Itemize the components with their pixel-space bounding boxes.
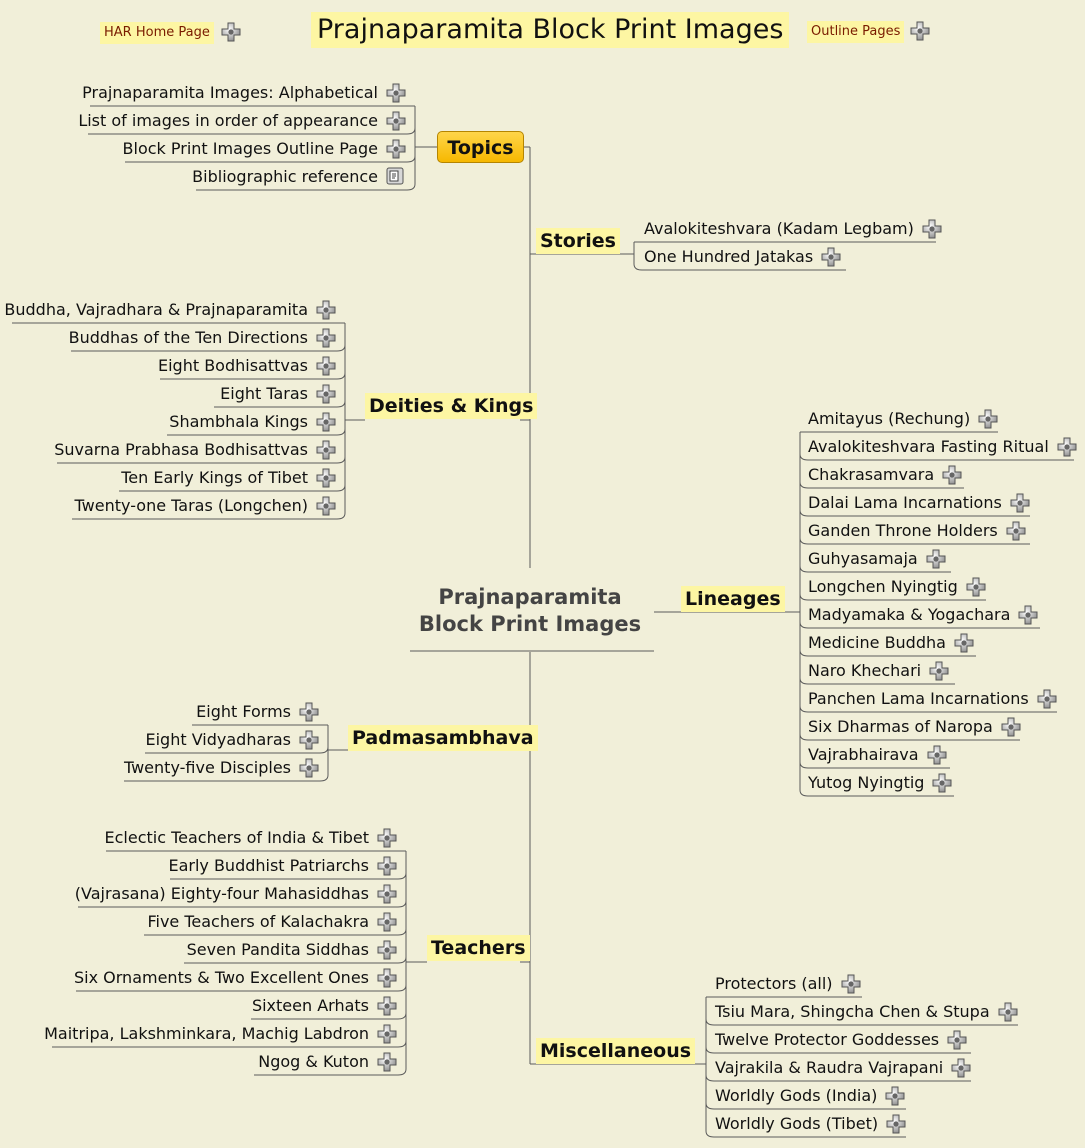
connector-line xyxy=(634,242,642,270)
topic-leaf-label: Suvarna Prabhasa Bodhisattvas xyxy=(54,440,308,459)
branch-teachers[interactable]: Teachers xyxy=(427,935,530,961)
branch-padmasambhava[interactable]: Padmasambhava xyxy=(348,725,538,751)
plus-link-icon[interactable] xyxy=(1018,605,1038,625)
plus-link-icon[interactable] xyxy=(299,730,319,750)
plus-link-icon[interactable] xyxy=(377,1024,397,1044)
note-icon[interactable] xyxy=(386,167,406,187)
branch-lineages[interactable]: Lineages xyxy=(681,586,785,612)
topic-leaf-label: Shambhala Kings xyxy=(169,412,308,431)
branch-topics[interactable]: Topics xyxy=(437,131,524,163)
connector-line xyxy=(706,1019,714,1025)
plus-link-icon[interactable] xyxy=(922,219,942,239)
topic-leaf[interactable] xyxy=(808,437,1077,457)
plus-link-icon[interactable] xyxy=(947,1030,967,1050)
topic-leaf[interactable] xyxy=(808,605,1038,625)
topic-leaf-label: Eight Bodhisattvas xyxy=(157,356,308,375)
plus-link-icon[interactable] xyxy=(910,21,930,41)
connector-line xyxy=(800,650,808,656)
topic-leaf-label: Medicine Buddha xyxy=(808,633,946,652)
plus-link-icon[interactable] xyxy=(927,745,947,765)
connector-line xyxy=(706,997,714,1137)
topic-leaf[interactable] xyxy=(4,300,336,320)
connector-line xyxy=(337,373,345,379)
plus-link-icon[interactable] xyxy=(386,83,406,103)
plus-link-icon[interactable] xyxy=(316,496,336,516)
connector-line xyxy=(398,929,406,935)
connector-line xyxy=(398,901,406,907)
topic-leaf[interactable] xyxy=(808,409,998,429)
central-topic xyxy=(410,584,650,638)
topic-leaf[interactable] xyxy=(808,689,1057,709)
topic-leaf[interactable] xyxy=(808,661,949,681)
connector-line xyxy=(800,566,808,572)
connector-line xyxy=(706,1075,714,1081)
connector-line xyxy=(398,985,406,991)
connector-line xyxy=(337,323,345,519)
topic-leaf-label: Twenty-five Disciples xyxy=(123,758,291,777)
topic-leaf[interactable] xyxy=(158,356,336,376)
plus-link-icon[interactable] xyxy=(377,828,397,848)
plus-link-icon[interactable] xyxy=(316,440,336,460)
topic-leaf-label: Vajrabhairava xyxy=(808,745,919,764)
topic-leaf[interactable] xyxy=(808,773,952,793)
plus-link-icon[interactable] xyxy=(886,1114,906,1134)
topic-leaf-label: Tsiu Mara, Shingcha Chen & Stupa xyxy=(715,1002,990,1021)
topic-leaf[interactable] xyxy=(644,247,841,267)
page-title: Prajnaparamita Block Print Images xyxy=(311,12,789,48)
plus-link-icon[interactable] xyxy=(932,773,952,793)
connector-line xyxy=(320,747,328,753)
central-topic-line1: Prajnaparamita xyxy=(438,585,622,609)
central-topic-line2: Block Print Images xyxy=(418,612,642,636)
topic-leaf[interactable] xyxy=(808,493,1030,513)
topic-leaf-label: Maitripa, Lakshminkara, Machig Labdron xyxy=(44,1024,369,1043)
connector-line xyxy=(398,957,406,963)
topic-leaf-label: Ten Early Kings of Tibet xyxy=(121,468,308,487)
topic-leaf[interactable] xyxy=(54,440,336,460)
connector-line xyxy=(800,678,808,684)
topic-leaf-label: Eight Taras xyxy=(220,384,308,403)
topic-leaf[interactable] xyxy=(192,167,406,187)
topic-leaf[interactable] xyxy=(196,702,319,722)
topic-leaf[interactable] xyxy=(124,758,319,778)
branch-stories[interactable]: Stories xyxy=(536,228,620,254)
connector-line xyxy=(337,485,345,491)
connector-line xyxy=(800,706,808,712)
topic-leaf-label: Ganden Throne Holders xyxy=(808,521,998,540)
topic-leaf-label: Eight Forms xyxy=(196,702,291,721)
plus-link-icon[interactable] xyxy=(951,1058,971,1078)
topic-leaf-label: Early Buddhist Patriarchs xyxy=(168,856,369,875)
topic-leaf-label: Guhyasamaja xyxy=(808,549,918,568)
topic-leaf-label: List of images in order of appearance xyxy=(78,111,378,130)
topic-leaf[interactable] xyxy=(123,139,406,159)
plus-link-icon[interactable] xyxy=(316,468,336,488)
connector-line xyxy=(800,594,808,600)
topic-leaf[interactable] xyxy=(82,83,406,103)
topic-leaf-label: Protectors (all) xyxy=(715,974,833,993)
plus-link-icon[interactable] xyxy=(299,702,319,722)
plus-link-icon[interactable] xyxy=(316,356,336,376)
topic-leaf[interactable] xyxy=(147,912,397,932)
topic-leaf-label: One Hundred Jatakas xyxy=(644,247,814,266)
topic-leaf-label: Panchen Lama Incarnations xyxy=(808,689,1029,708)
topic-leaf[interactable] xyxy=(808,717,1021,737)
topic-leaf[interactable] xyxy=(808,465,962,485)
topic-leaf-label: Sixteen Arhats xyxy=(251,996,369,1015)
topic-leaf[interactable] xyxy=(808,577,986,597)
topic-leaf[interactable] xyxy=(715,1002,1018,1022)
connector-line xyxy=(337,345,345,351)
topic-leaf[interactable] xyxy=(69,328,336,348)
topic-leaf-label: (Vajrasana) Eighty-four Mahasiddhas xyxy=(74,884,369,903)
plus-link-icon[interactable] xyxy=(1006,521,1026,541)
connector-line xyxy=(706,1047,714,1053)
connector-line xyxy=(398,1013,406,1019)
topic-leaf[interactable] xyxy=(44,1024,397,1044)
topic-leaf-label: Eclectic Teachers of India & Tibet xyxy=(104,828,369,847)
topic-leaf[interactable] xyxy=(169,412,336,432)
topic-leaf[interactable] xyxy=(715,1058,971,1078)
topic-leaf-label: Chakrasamvara xyxy=(808,465,935,484)
connector-line xyxy=(800,734,808,740)
branch-miscellaneous[interactable]: Miscellaneous xyxy=(536,1038,695,1064)
connector-line xyxy=(337,429,345,435)
plus-link-icon[interactable] xyxy=(299,758,319,778)
plus-link-icon[interactable] xyxy=(316,328,336,348)
topic-leaf[interactable] xyxy=(715,1030,967,1050)
plus-link-icon[interactable] xyxy=(1010,493,1030,513)
topic-leaf-label: Twelve Protector Goddesses xyxy=(715,1030,940,1049)
topic-leaf[interactable] xyxy=(808,745,947,765)
plus-link-icon[interactable] xyxy=(885,1086,905,1106)
topic-leaf[interactable] xyxy=(78,111,406,131)
plus-link-icon[interactable] xyxy=(386,139,406,159)
topic-leaf-label: Yutog Nyingtig xyxy=(808,773,925,792)
connector-line xyxy=(800,538,808,544)
topic-leaf-label: Twenty-one Taras (Longchen) xyxy=(74,496,308,515)
topic-leaf-label: Buddha, Vajradhara & Prajnaparamita xyxy=(4,300,308,319)
topic-leaf-label: Eight Vidyadharas xyxy=(145,730,291,749)
plus-link-icon[interactable] xyxy=(316,384,336,404)
plus-link-icon[interactable] xyxy=(377,884,397,904)
topic-leaf-label: Seven Pandita Siddhas xyxy=(186,940,369,959)
topic-leaf[interactable] xyxy=(75,884,397,904)
connector-line xyxy=(800,762,808,768)
plus-link-icon[interactable] xyxy=(998,1002,1018,1022)
topic-leaf-label: Six Dharmas of Naropa xyxy=(808,717,993,736)
topic-leaf[interactable] xyxy=(808,521,1026,541)
plus-link-icon[interactable] xyxy=(841,974,861,994)
topic-leaf-label: Prajnaparamita Images: Alphabetical xyxy=(82,83,378,102)
topic-leaf-label: Block Print Images Outline Page xyxy=(122,139,378,158)
plus-link-icon[interactable] xyxy=(316,412,336,432)
connector-line xyxy=(398,873,406,879)
plus-link-icon[interactable] xyxy=(377,940,397,960)
plus-link-icon[interactable] xyxy=(978,409,998,429)
plus-link-icon[interactable] xyxy=(386,111,406,131)
connector-line xyxy=(800,454,808,460)
plus-link-icon[interactable] xyxy=(377,968,397,988)
plus-link-icon[interactable] xyxy=(221,22,241,42)
plus-link-icon[interactable] xyxy=(1057,437,1077,457)
topic-leaf-label: Six Ornaments & Two Excellent Ones xyxy=(74,968,369,987)
plus-link-icon[interactable] xyxy=(377,1052,397,1072)
topic-leaf[interactable] xyxy=(715,974,861,994)
plus-link-icon[interactable] xyxy=(954,633,974,653)
topic-leaf[interactable] xyxy=(258,1052,397,1072)
connector-line xyxy=(398,1041,406,1047)
topic-leaf-label: Vajrakila & Raudra Vajrapani xyxy=(715,1058,944,1077)
topic-leaf[interactable] xyxy=(146,730,320,750)
plus-link-icon[interactable] xyxy=(377,856,397,876)
plus-link-icon[interactable] xyxy=(1037,689,1057,709)
topic-leaf-label: Five Teachers of Kalachakra xyxy=(147,912,369,931)
topic-leaf[interactable] xyxy=(808,633,974,653)
plus-link-icon[interactable] xyxy=(1001,717,1021,737)
topic-leaf[interactable] xyxy=(187,940,397,960)
topic-leaf[interactable] xyxy=(808,549,946,569)
plus-link-icon[interactable] xyxy=(929,661,949,681)
connector-line xyxy=(706,1103,714,1109)
connector-line xyxy=(800,482,808,488)
connector-line xyxy=(800,622,808,628)
topic-leaf[interactable] xyxy=(252,996,397,1016)
topic-leaf[interactable] xyxy=(121,468,336,488)
topic-leaf-label: Avalokiteshvara Fasting Ritual xyxy=(808,437,1049,456)
topic-leaf[interactable] xyxy=(715,1114,906,1134)
topic-leaf[interactable] xyxy=(220,384,336,404)
topic-leaf-label: Ngog & Kuton xyxy=(258,1052,369,1071)
topic-leaf-label: Madyamaka & Yogachara xyxy=(808,605,1011,624)
topic-leaf[interactable] xyxy=(74,968,397,988)
topic-leaf-label: Buddhas of the Ten Directions xyxy=(68,328,308,347)
topic-leaf-label: Dalai Lama Incarnations xyxy=(808,493,1002,512)
topic-leaf[interactable] xyxy=(715,1086,905,1106)
branch-deities-kings[interactable]: Deities & Kings xyxy=(365,393,537,419)
topic-leaf[interactable] xyxy=(75,496,336,516)
connector-line xyxy=(800,432,808,796)
outline-pages-link[interactable]: Outline Pages xyxy=(807,21,904,43)
plus-link-icon[interactable] xyxy=(942,465,962,485)
topic-leaf[interactable] xyxy=(105,828,398,848)
plus-link-icon[interactable] xyxy=(316,300,336,320)
topic-leaf-label: Worldly Gods (Tibet) xyxy=(715,1114,879,1133)
topic-leaf[interactable] xyxy=(644,219,942,239)
connector-line xyxy=(407,128,415,134)
connector-line xyxy=(407,156,415,162)
connector-line xyxy=(337,401,345,407)
topic-leaf-label: Amitayus (Rechung) xyxy=(808,409,971,428)
topic-leaf[interactable] xyxy=(168,856,397,876)
topic-leaf-label: Worldly Gods (India) xyxy=(715,1086,878,1105)
har-home-link[interactable]: HAR Home Page xyxy=(100,22,214,44)
connector-line xyxy=(800,510,808,516)
plus-link-icon[interactable] xyxy=(377,996,397,1016)
plus-link-icon[interactable] xyxy=(821,247,841,267)
topic-leaf-label: Bibliographic reference xyxy=(192,167,378,186)
connector-line xyxy=(337,457,345,463)
connector-line xyxy=(407,106,415,190)
plus-link-icon[interactable] xyxy=(377,912,397,932)
topic-leaf-label: Naro Khechari xyxy=(808,661,922,680)
plus-link-icon[interactable] xyxy=(966,577,986,597)
plus-link-icon[interactable] xyxy=(926,549,946,569)
topic-leaf-label: Avalokiteshvara (Kadam Legbam) xyxy=(644,219,914,238)
topic-leaf-label: Longchen Nyingtig xyxy=(808,577,958,596)
